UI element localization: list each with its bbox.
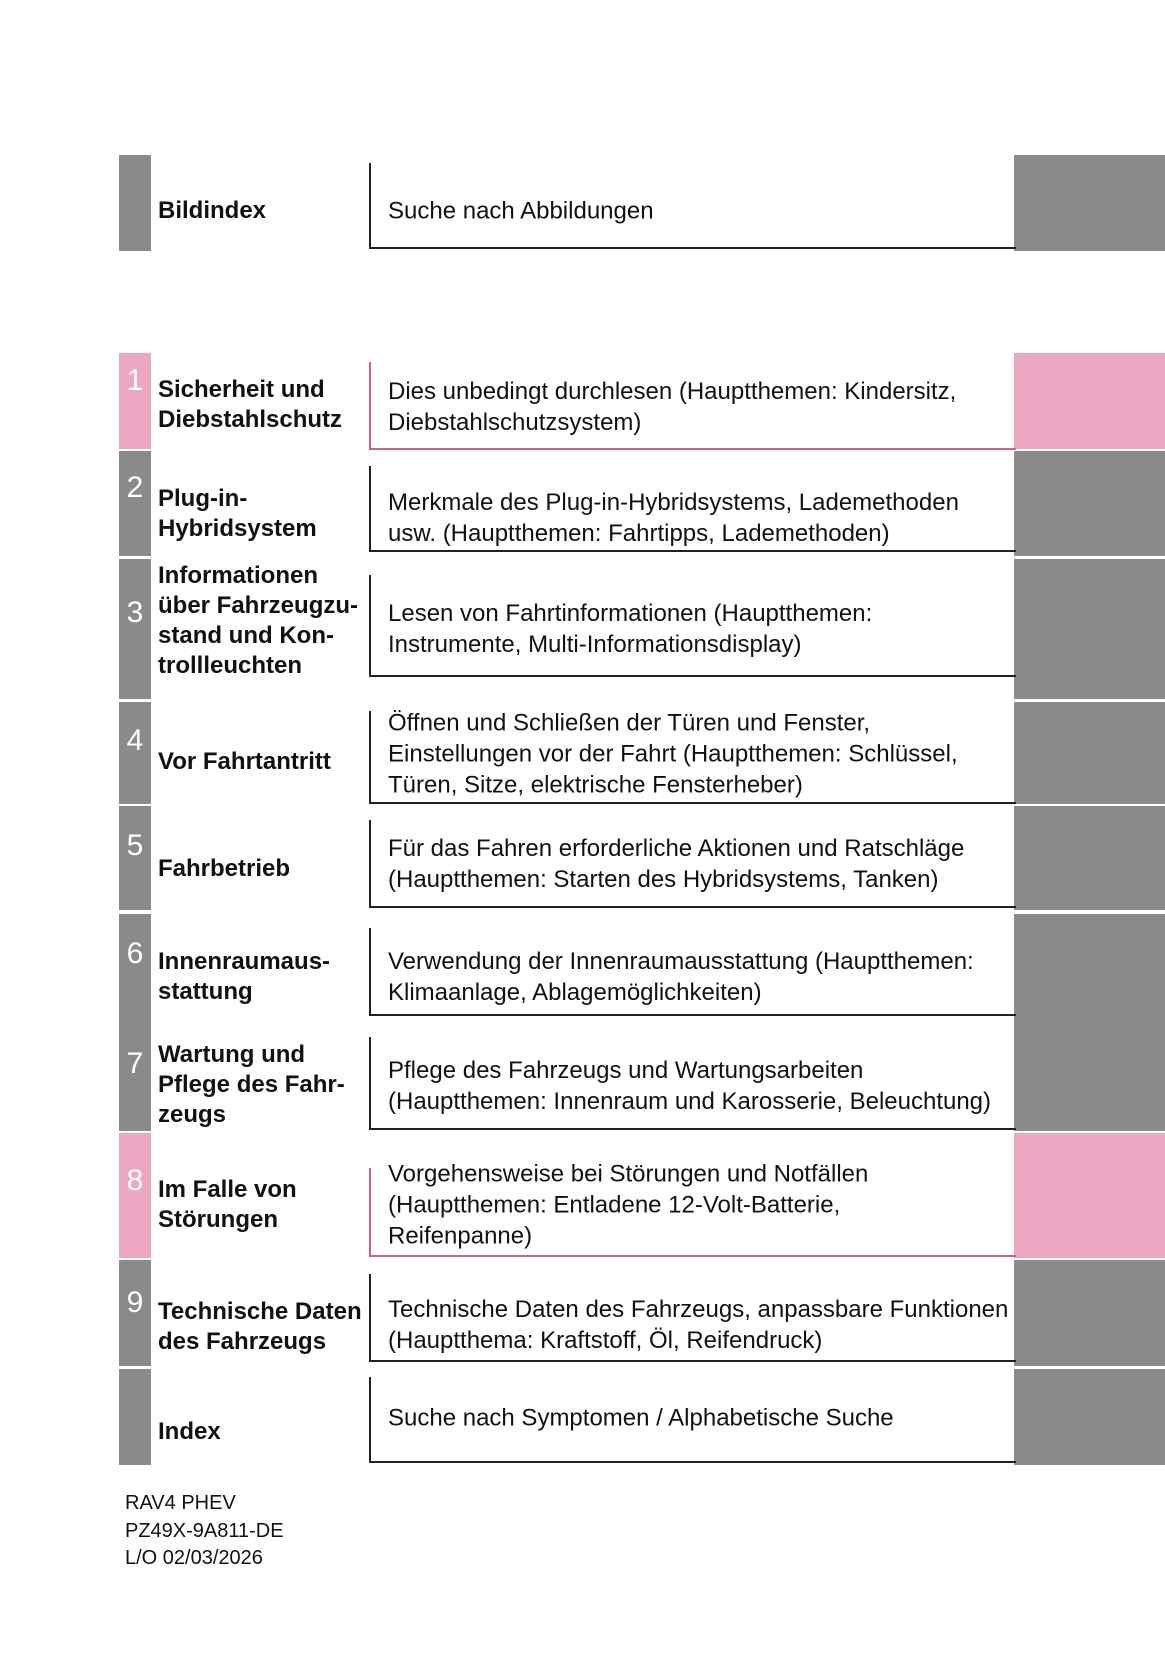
text-line: Merkmale des Plug-in-Hybridsystems, Lademethoden (388, 489, 959, 516)
chapter-title (158, 1040, 368, 1130)
chapter-tab-right[interactable] (1014, 559, 1165, 699)
text-line: trollleuchten (158, 652, 303, 679)
chapter-description-box (369, 575, 1016, 677)
chapter-row-6[interactable] (0, 914, 1165, 1020)
chapter-number: 8 (126, 1164, 144, 1197)
text-line: Diebstahlschutzsystem) (388, 409, 642, 436)
chapter-title (158, 1297, 368, 1357)
chapter-description (388, 1055, 1008, 1117)
text-line: Türen, Sitze, elektrische Fensterheber) (388, 771, 803, 799)
chapter-title (158, 1417, 368, 1447)
text-line: des Fahrzeugs (158, 1328, 327, 1355)
chapter-tab-right[interactable] (1014, 1020, 1165, 1131)
chapter-description (388, 946, 1008, 1008)
text-line: Diebstahlschutz (158, 406, 343, 433)
text-line: Im Falle von (158, 1176, 297, 1203)
chapter-number: 7 (126, 1047, 144, 1080)
chapter-number: 4 (126, 724, 144, 757)
chapter-row-4[interactable] (0, 702, 1165, 804)
chapter-title (158, 747, 368, 777)
text-line: zeugs (158, 1101, 227, 1128)
text-line: stand und Kon- (158, 622, 334, 649)
section-description-box (369, 163, 1016, 249)
chapter-description-box (369, 820, 1016, 908)
chapter-tab-right[interactable] (1014, 1260, 1165, 1366)
text-line: über Fahrzeugzu- (158, 592, 359, 619)
chapter-row-5[interactable] (0, 806, 1165, 910)
text-line: (Hauptthemen: Innenraum und Karosserie, Beleuchtung) (388, 1088, 992, 1115)
text-line: Vor Fahrtantritt (158, 748, 331, 775)
bildindex-row[interactable] (0, 155, 1165, 251)
text-line: (Hauptthema: Kraftstoff, Öl, Reifendruck) (388, 1327, 823, 1354)
chapter-row-9[interactable] (0, 1260, 1165, 1366)
text-line: Für das Fahren erforderliche Aktionen und Ratschläge (388, 835, 965, 862)
text-line: Lesen von Fahrtinformationen (Hauptthemen: (388, 600, 873, 627)
text-line: Reifenpanne) (388, 1222, 533, 1250)
layout-date: L/O 02/03/2026 (125, 1547, 263, 1569)
chapter-tab-left (119, 1369, 151, 1465)
text-line: (Hauptthemen: Starten des Hybridsystems, Tanken) (388, 866, 939, 893)
text-line: Informationen (158, 562, 318, 589)
section-tab-left (119, 155, 151, 251)
chapter-title (158, 854, 368, 884)
chapter-tab-right[interactable] (1014, 702, 1165, 804)
chapter-title (158, 484, 368, 544)
text-line: Störungen (158, 1206, 278, 1233)
chapter-tab-right[interactable] (1014, 451, 1165, 556)
chapter-description-box (369, 1160, 1016, 1257)
chapter-tab-right[interactable] (1014, 914, 1165, 1020)
chapter-tab-right[interactable] (1014, 806, 1165, 910)
chapter-description-box (369, 928, 1016, 1016)
chapter-description-box (369, 711, 1016, 804)
text-line: usw. (Hauptthemen: Fahrtipps, Lademethoden) (388, 520, 890, 547)
chapter-description (388, 1159, 1008, 1252)
text-line: Verwendung der Innenraumausstattung (Hauptthemen: (388, 948, 974, 975)
text-line: Fahrbetrieb (158, 855, 291, 882)
text-line: Sicherheit und (158, 376, 325, 403)
chapter-number: 1 (126, 364, 144, 397)
chapter-title (158, 1175, 368, 1235)
chapter-row-1[interactable] (0, 353, 1165, 449)
text-line: Einstellungen vor der Fahrt (Hauptthemen: Schlüssel, (388, 740, 958, 768)
section-description: Suche nach Abbildungen (388, 197, 654, 225)
text-line: Index (158, 1418, 221, 1445)
chapter-number: 5 (126, 829, 144, 862)
text-line: Hybridsystem (158, 515, 317, 542)
chapter-row-index[interactable] (0, 1369, 1165, 1465)
chapter-number: 6 (126, 937, 144, 970)
chapter-description (388, 487, 1008, 549)
text-line: Pflege des Fahr- (158, 1071, 345, 1098)
chapter-number: 9 (126, 1286, 144, 1319)
text-line: (Hauptthemen: Entladene 12-Volt-Batterie, (388, 1191, 841, 1219)
chapter-title (158, 561, 368, 681)
text-line: Vorgehensweise bei Störungen und Notfällen (388, 1160, 869, 1188)
chapter-tab-right[interactable] (1014, 1133, 1165, 1258)
text-line: stattung (158, 978, 253, 1005)
section-title: Bildindex (158, 197, 267, 224)
chapter-description (388, 1294, 1008, 1356)
chapter-title (158, 375, 368, 435)
chapter-description-box (369, 1377, 1016, 1463)
chapter-row-8[interactable] (0, 1133, 1165, 1258)
text-line: Plug-in- (158, 485, 248, 512)
chapter-number: 3 (126, 596, 144, 629)
chapter-description (388, 833, 1008, 895)
text-line: Dies unbedingt durchlesen (Hauptthemen: Kindersitz, (388, 378, 957, 405)
chapter-description-box (369, 466, 1016, 552)
chapter-description-box (369, 1037, 1016, 1130)
chapter-number: 2 (126, 471, 144, 504)
chapter-description-box (369, 1274, 1016, 1362)
text-line: Instrumente, Multi-Informationsdisplay) (388, 631, 802, 658)
chapter-row-2[interactable] (0, 451, 1165, 556)
text-line: Innenraumaus- (158, 948, 331, 975)
document-footer (125, 1490, 284, 1573)
document-code: PZ49X-9A811-DE (125, 1519, 284, 1542)
text-line: Klimaanlage, Ablagemöglichkeiten) (388, 979, 762, 1006)
chapter-title (158, 947, 368, 1007)
text-line: Öffnen und Schließen der Türen und Fenster, (388, 709, 871, 737)
text-line: Technische Daten des Fahrzeugs, anpassbare Funktionen (388, 1296, 1009, 1323)
model-name: RAV4 PHEV (125, 1492, 236, 1514)
chapter-tab-right[interactable] (1014, 353, 1165, 449)
text-line: Technische Daten (158, 1298, 362, 1325)
chapter-description-box (369, 362, 1016, 450)
chapter-row-3[interactable] (0, 559, 1165, 699)
text-line: Pflege des Fahrzeugs und Wartungsarbeiten (388, 1057, 864, 1084)
chapter-description (388, 708, 1008, 801)
chapter-description (388, 1403, 1008, 1434)
chapter-row-7[interactable] (0, 1020, 1165, 1131)
chapter-tab-right[interactable] (1014, 1369, 1165, 1465)
chapter-tab-left (119, 559, 151, 699)
section-tab-right[interactable] (1014, 155, 1165, 251)
chapter-description (388, 376, 1008, 438)
chapter-description (388, 598, 1008, 660)
text-line: Suche nach Symptomen / Alphabetische Suche (388, 1404, 894, 1432)
text-line: Wartung und (158, 1041, 306, 1068)
